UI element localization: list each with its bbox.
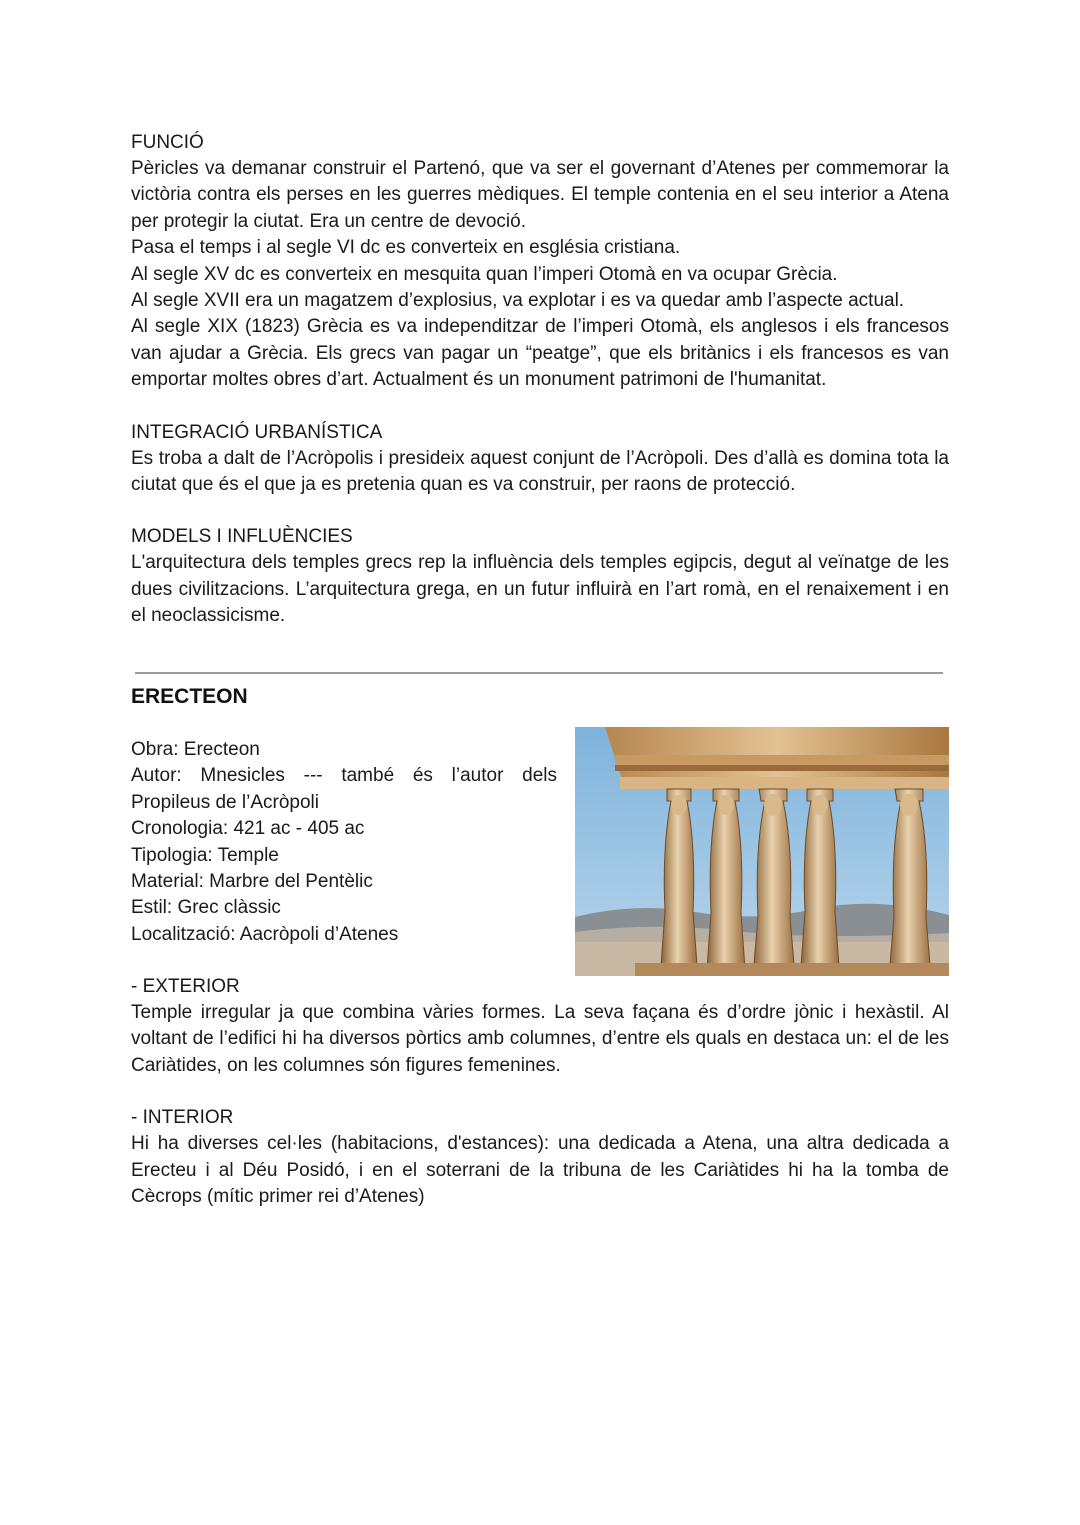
exterior-text: Temple irregular ja que combina vàries formes. La seva façana és d’ordre jònic i hexàstil. Al voltant de l’edifici hi ha diversos pòrtics amb columnes, d’entre els quals en destaca un: el de les Cariàtides, on les columnes són figures femenines.	[131, 1002, 949, 1076]
erecteon-info	[131, 737, 557, 948]
exterior-heading: - EXTERIOR	[131, 976, 240, 997]
section-divider	[135, 672, 943, 674]
models-heading: MODELS I INFLUÈNCIES	[131, 526, 353, 548]
erecteon-title: ERECTEON	[131, 685, 248, 708]
funcio-paragraph-1: Pèricles va demanar construir el Partenó, que va ser el governant d’Atenes per commemorar la victòria contra els perses en les guerres mèdiques. El temple contenia en el seu interior a Atena per protegir la ciutat. Era un centre de devoció.	[131, 158, 949, 232]
funcio-paragraph-2: Pasa el temps i al segle VI dc es converteix en església cristiana.	[131, 237, 681, 259]
interior-heading: - INTERIOR	[131, 1107, 234, 1129]
funcio-paragraph-4: Al segle XVII era un magatzem d’explosius, va explotar i es va quedar amb l’aspecte actual.	[131, 290, 905, 312]
funcio-paragraph-3: Al segle XV dc es converteix en mesquita quan l’imperi Otomà en va ocupar Grècia.	[131, 263, 838, 285]
info-obra: Obra: Erecteon	[131, 739, 260, 760]
info-material: Material: Marbre del Pentèlic	[131, 871, 373, 893]
info-localitzacio: Localització: Aacròpoli d’Atenes	[131, 923, 399, 945]
integracio-text: Es troba a dalt de l’Acròpolis i presideix aquest conjunt de l’Acròpoli. Des d’allà es domina tota la ciutat que és el que ja es pretenia quan es va construir, per raons de protecció.	[131, 447, 949, 496]
lower-section	[131, 974, 949, 1210]
info-tipologia: Tipologia: Temple	[131, 844, 279, 866]
info-autor: Autor: Mnesicles --- també és l’autor dels Propileus de l’Acròpoli	[131, 765, 557, 813]
erecteon-caryatids-photo	[575, 727, 949, 976]
models-text: L'arquitectura dels temples grecs rep la influència dels temples egipcis, degut al veïnatge de les dues civilitzacions. L’arquitectura grega, en un futur influirà en l’art romà, en el renaixement i en el neoclassicisme.	[131, 552, 949, 627]
info-cronologia: Cronologia: 421 ac - 405 ac	[131, 818, 365, 840]
interior-text: Hi ha diverses cel·les (habitacions, d'estances): una dedicada a Atena, una altra dedicada a Erecteu i al Déu Posidó, i en el soterrani de la tribuna de les Cariàtides hi ha la tomba de Cècrops (mític primer rei d’Atenes)	[131, 1133, 949, 1208]
top-section	[131, 130, 949, 630]
info-estil: Estil: Grec clàssic	[131, 897, 281, 919]
funcio-heading: FUNCIÓ	[131, 132, 204, 153]
integracio-heading: INTEGRACIÓ URBANÍSTICA	[131, 421, 383, 443]
funcio-paragraph-5: Al segle XIX (1823) Grècia es va independitzar de l’imperi Otomà, els anglesos i els francesos van ajudar a Grècia. Els grecs van pagar un “peatge”, que els britànics i els francesos es van emportar moltes obres d’art. Actualment és un monument patrimoni de l'humanitat.	[131, 316, 949, 391]
